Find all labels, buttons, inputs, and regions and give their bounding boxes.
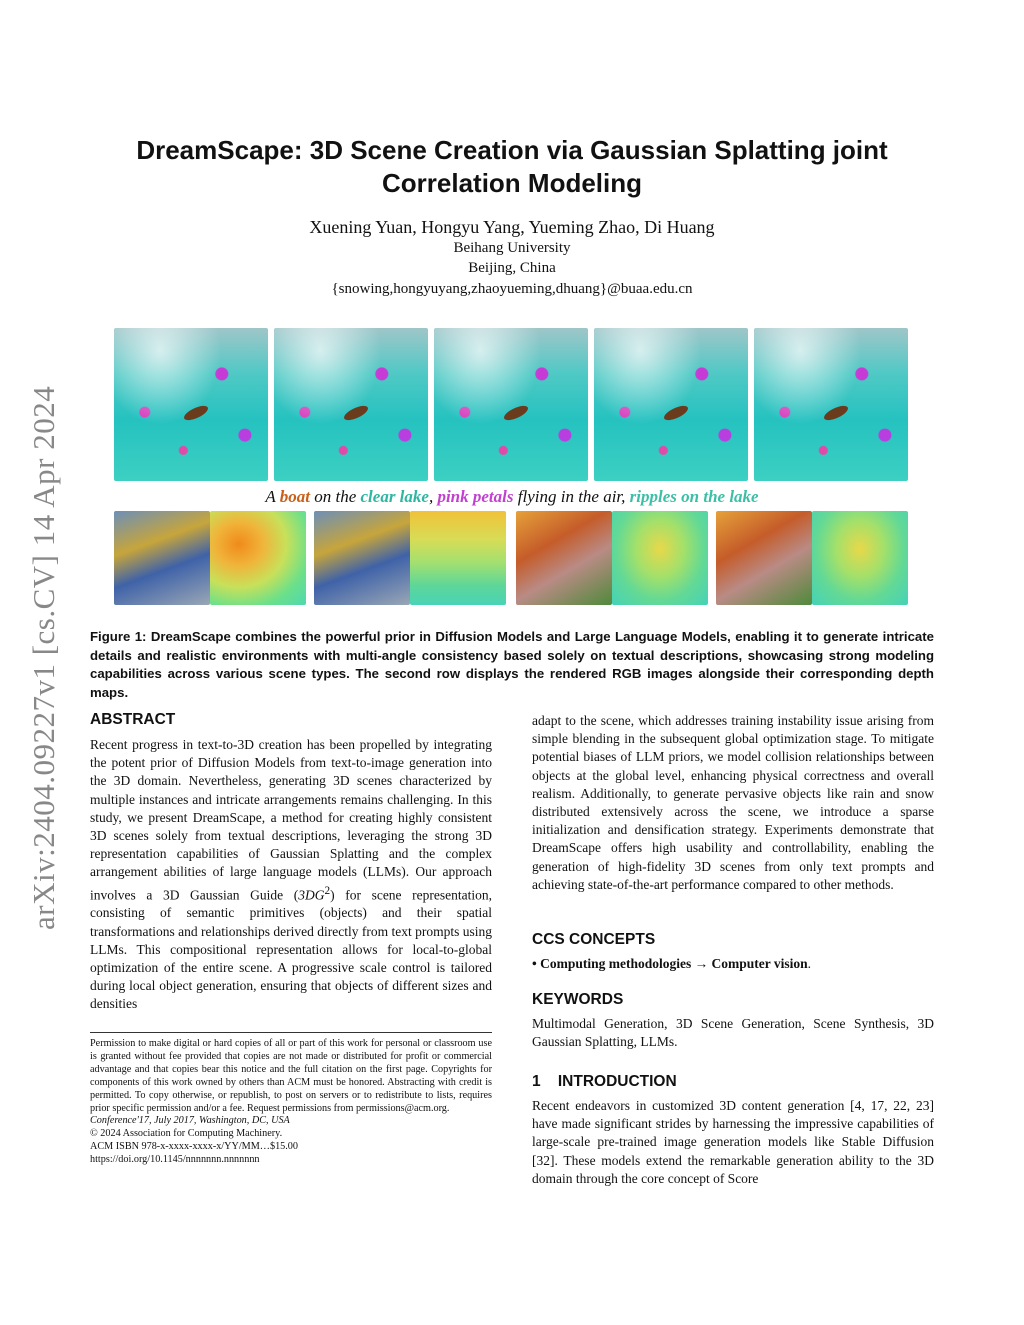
figure-image-robot-rgb-1 [114,511,210,605]
introduction-heading: 1 INTRODUCTION [532,1073,677,1090]
figure-image-lake-4 [594,328,748,481]
footnote-rule [90,1032,492,1033]
abstract-heading: ABSTRACT [90,711,176,728]
figure-caption: Figure 1: DreamScape combines the powerful prior in Diffusion Models and Large Language Models, enabling it to generate intricate details and realistic environments with multi-angle consistency based solely on textual descriptions, showcasing strong modeling capabilities across various scene types. The second row displays the rendered RGB images alongside their corresponding depth maps. [90,629,934,700]
permission-notice: Permission to make digital or hard copies of all or part of this work for personal or classroom use is granted without fee provided that copies are not made or distributed for profit or commercial advantage and that copies bear this notice and the full citation on the first page. Copyrights for components of this work owned by others than ACM must be honored. Abstracting with credit is permitted. To copy otherwise, or republish, to post on servers or to redistribute to lists, requires prior specific permission and/or a fee. Request permissions from permissions@acm.org. [90,1038,492,1114]
figure-image-lake-5 [754,328,908,481]
ccs-concepts: • Computing methodologies → Computer vision. [532,956,812,971]
affiliation-university: Beihang University [453,240,571,256]
conference-line: Conference'17, July 2017, Washington, DC, USA [90,1115,290,1127]
author-emails: {snowing,hongyuyang,zhaoyueming,dhuang}@buaa.edu.cn [331,281,693,297]
ccs-heading: CCS CONCEPTS [532,931,656,948]
figure-image-cabin-rgb-2 [716,511,812,605]
figure-prompt: A boat on the clear lake, pink petals flying in the air, ripples on the lake [265,487,759,506]
figure-image-robot-depth-1 [210,511,306,605]
footnote-block [90,1038,492,1167]
figure-image-lake-2 [274,328,428,481]
paper-title: DreamScape: 3D Scene Creation via Gaussian Splatting joint Correlation Modeling [136,135,888,198]
figure-image-robot-depth-2 [410,511,506,605]
doi-line: https://doi.org/10.1145/nnnnnnn.nnnnnnn [90,1154,260,1166]
keywords-heading: KEYWORDS [532,991,624,1008]
figure-image-robot-rgb-2 [314,511,410,605]
figure-image-cabin-depth-2 [812,511,908,605]
arxiv-sidebar-stamp: arXiv:2404.09227v1 [cs.CV] 14 Apr 2024 [26,385,61,930]
isbn-line: ACM ISBN 978-x-xxxx-xxxx-x/YY/MM…$15.00 [90,1141,298,1153]
figure-image-lake-3 [434,328,588,481]
figure-image-cabin-depth-1 [612,511,708,605]
figure-image-cabin-rgb-1 [516,511,612,605]
abstract-text-continued: adapt to the scene, which addresses training instability issue arising from simple blending in the subsequent global optimization stage. To mitigate potential biases of LLM priors, we model collision relationships between objects at the global level, enhancing physical correctness and overall realism. Additionally, to generate pervasive objects like rain and snow distributed extensively across the scene, we introduce a sparse initialization and densification strategy. Experiments demonstrate that DreamScape offers high usability and controllability, enabling the generation of high-fidelity 3D scenes from only text prompts and achieving state-of-the-art performance compared to other methods. [532,713,934,892]
figure-image-lake-1 [114,328,268,481]
copyright-line: © 2024 Association for Computing Machinery. [90,1128,283,1140]
author-list: Xuening Yuan, Hongyu Yang, Yueming Zhao, Di Huang [309,217,715,237]
affiliation-city: Beijing, China [468,260,556,276]
introduction-text: Recent endeavors in customized 3D content generation [4, 17, 22, 23] have made significant strides by harnessing the impressive capabilities of large-scale pre-trained image generation models like Stable Diffusion [32]. These models extend the remarkable generation ability to the 3D domain through the core concept of Score [532,1098,934,1186]
keywords-text: Multimodal Generation, 3D Scene Generation, Scene Synthesis, 3D Gaussian Splatting, LLMs. [532,1016,934,1050]
abstract-text: Recent progress in text-to-3D creation has been propelled by integrating the potent prior of Diffusion Models from text-to-image generation into the 3D domain. Nevertheless, generating 3D scenes characterized by multiple instances and intricate arrangements remains challenging. In this study, we present DreamScape, a method for creating highly consistent 3D scenes solely from textual descriptions, leveraging the strong 3D representation capabilities of Gaussian Splatting and the complex arrangement abilities of large language models (LLMs). Our approach involves a 3D Gaussian Guide $(3DG^2)$ for scene representation, consisting of semantic primitives (objects) and their spatial transformations and relationships derived directly from text prompts using LLMs. This compositional representation allows for local-to-global optimization of the entire scene. A progressive scale control is tailored during local object generation, ensuring that objects of different sizes and densities [90,737,492,1012]
